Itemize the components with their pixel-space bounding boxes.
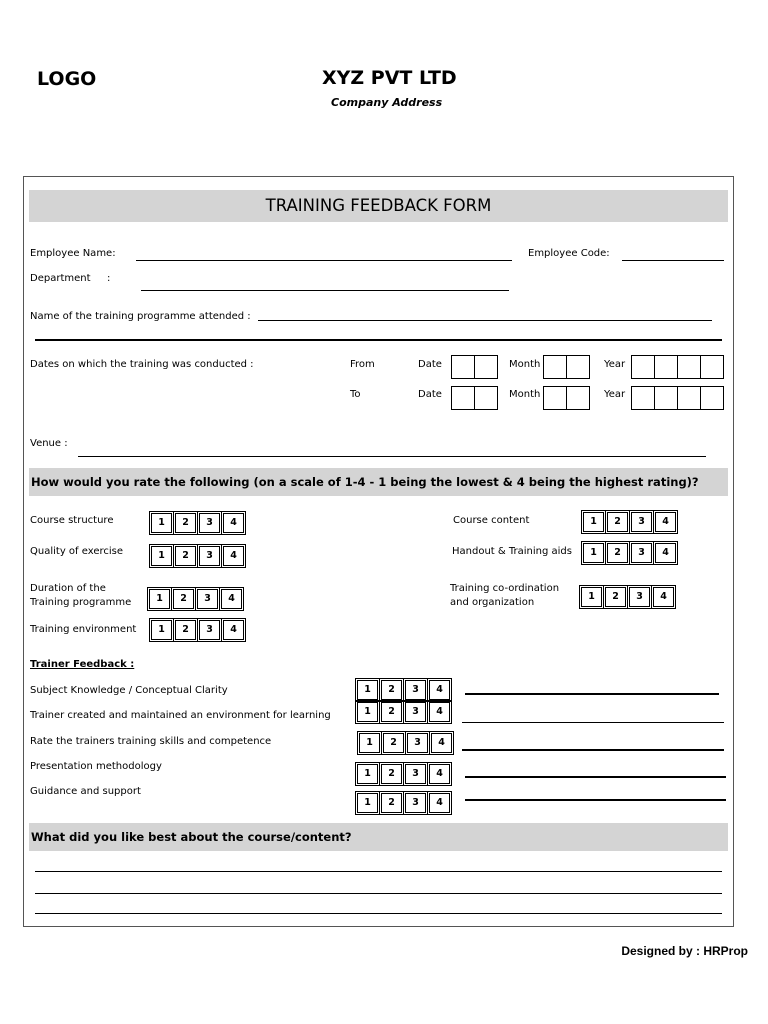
rating-option-4[interactable]: 4 [221,589,242,609]
rating-option-1[interactable]: 1 [583,512,604,532]
rating-option-1[interactable]: 1 [357,764,378,784]
trainer-label-guidance: Guidance and support [30,786,141,797]
dates-label: Dates on which the training was conducted : [30,359,254,370]
department-colon: : [107,273,111,284]
rating-handout[interactable] [583,543,679,563]
rating-duration[interactable] [149,589,245,609]
rating-option-2[interactable]: 2 [607,512,628,532]
trainer-label-subject-knowledge: Subject Knowledge / Conceptual Clarity [30,685,228,696]
rating-quality-of-exercise[interactable] [151,546,247,566]
rating-option-2[interactable]: 2 [175,546,196,566]
rating-option-1[interactable]: 1 [357,702,378,722]
rating-question: How would you rate the following (on a scale of 1-4 - 1 being the lowest & 4 being the highest rating)? [29,468,728,496]
rating-course-structure[interactable] [151,513,247,533]
liked-best-answer-line-3[interactable] [35,913,722,914]
from-year-box-2[interactable] [654,355,678,379]
rating-label-quality-of-exercise: Quality of exercise [30,546,123,557]
rating-environment[interactable] [151,620,247,640]
rating-option-2[interactable]: 2 [381,764,402,784]
to-year-box-3[interactable] [677,386,701,410]
trainer-comment-environment[interactable] [462,722,724,723]
trainer-feedback-heading: Trainer Feedback : [30,659,135,670]
rating-label-coordination [450,582,559,610]
rating-option-2[interactable]: 2 [381,680,402,700]
rating-option-4[interactable]: 4 [223,620,244,640]
trainer-comment-presentation[interactable] [465,776,726,778]
rating-option-4[interactable]: 4 [429,702,450,722]
from-label: From [350,359,375,370]
rating-option-4[interactable]: 4 [431,733,452,753]
to-date-label: Date [418,389,442,400]
rating-label-environment: Training environment [30,624,137,635]
to-year-label: Year [604,389,626,400]
programme-field[interactable] [258,320,712,321]
to-label: To [350,389,361,400]
from-year-label: Year [604,359,626,370]
programme-label: Name of the training programme attended : [30,311,251,322]
rating-option-3[interactable]: 3 [405,764,426,784]
rating-option-3[interactable]: 3 [199,620,220,640]
trainer-comment-subject-knowledge[interactable] [465,693,719,695]
rating-option-1[interactable]: 1 [581,587,602,607]
rating-label-duration [30,582,131,610]
trainer-comment-guidance[interactable] [465,799,726,801]
rating-label-course-content: Course content [453,515,530,526]
rating-coordination[interactable] [581,587,677,607]
trainer-label-environment: Trainer created and maintained an environment for learning [30,710,331,721]
department-label: Department [30,273,91,284]
rating-option-1[interactable]: 1 [151,513,172,533]
to-year-box-1[interactable] [631,386,655,410]
trainer-rating-skills[interactable] [359,733,455,753]
rating-option-2[interactable]: 2 [175,620,196,640]
programme-field-line-2[interactable] [35,339,722,341]
rating-option-4[interactable]: 4 [655,543,676,563]
form-title: TRAINING FEEDBACK FORM [29,190,728,222]
rating-option-4[interactable]: 4 [429,793,450,813]
company-logo: LOGO [37,68,97,90]
rating-label-duration-line-1: Duration of the [30,583,106,594]
rating-option-2[interactable]: 2 [175,513,196,533]
rating-option-1[interactable]: 1 [149,589,170,609]
from-year-box-3[interactable] [677,355,701,379]
employee-code-label: Employee Code: [528,248,610,259]
liked-best-question: What did you like best about the course/content? [29,823,728,851]
rating-label-coordination-line-1: Training co-ordination [450,583,560,594]
designed-by: Designed by : HRProp [621,944,748,958]
venue-label: Venue : [30,438,68,449]
trainer-rating-presentation[interactable] [357,764,453,784]
department-field[interactable] [141,290,509,291]
rating-option-4[interactable]: 4 [655,512,676,532]
to-month-label: Month [509,389,541,400]
from-year-box-4[interactable] [700,355,724,379]
rating-option-3[interactable]: 3 [631,512,652,532]
to-month-box-1[interactable] [543,386,567,410]
rating-option-4[interactable]: 4 [429,680,450,700]
rating-option-1[interactable]: 1 [151,620,172,640]
rating-label-course-structure: Course structure [30,515,114,526]
rating-option-3[interactable]: 3 [199,513,220,533]
company-address: Company Address [331,96,443,109]
liked-best-answer-line-2[interactable] [35,893,722,894]
rating-option-2[interactable]: 2 [381,702,402,722]
liked-best-answer-line-1[interactable] [35,871,722,872]
rating-option-3[interactable]: 3 [197,589,218,609]
trainer-rating-subject-knowledge[interactable] [357,680,453,700]
employee-code-field[interactable] [622,260,724,261]
trainer-label-skills: Rate the trainers training skills and competence [30,736,272,747]
trainer-rating-guidance[interactable] [357,793,453,813]
company-name: XYZ PVT LTD [322,67,457,89]
from-month-box-2[interactable] [566,355,590,379]
rating-option-2[interactable]: 2 [173,589,194,609]
to-year-box-4[interactable] [700,386,724,410]
rating-option-4[interactable]: 4 [223,546,244,566]
trainer-comment-skills[interactable] [462,749,724,751]
trainer-rating-environment[interactable] [357,702,453,722]
rating-option-4[interactable]: 4 [223,513,244,533]
rating-label-coordination-line-2: and organization [450,597,535,608]
from-month-box-1[interactable] [543,355,567,379]
employee-name-label: Employee Name: [30,248,116,259]
rating-option-2[interactable]: 2 [607,543,628,563]
from-date-box-2[interactable] [474,355,498,379]
from-year-box-1[interactable] [631,355,655,379]
venue-field[interactable] [78,456,706,457]
rating-option-2[interactable]: 2 [605,587,626,607]
rating-option-1[interactable]: 1 [357,793,378,813]
from-date-box-1[interactable] [451,355,475,379]
rating-option-1[interactable]: 1 [151,546,172,566]
rating-option-2[interactable]: 2 [381,793,402,813]
rating-option-1[interactable]: 1 [357,680,378,700]
rating-option-3[interactable]: 3 [199,546,220,566]
employee-name-field[interactable] [136,260,512,261]
rating-option-1[interactable]: 1 [583,543,604,563]
to-date-box-2[interactable] [474,386,498,410]
rating-option-3[interactable]: 3 [631,543,652,563]
from-month-label: Month [509,359,541,370]
rating-option-2[interactable]: 2 [383,733,404,753]
rating-option-3[interactable]: 3 [405,680,426,700]
rating-option-3[interactable]: 3 [405,702,426,722]
from-date-label: Date [418,359,442,370]
rating-label-handout: Handout & Training aids [452,546,572,557]
rating-course-content[interactable] [583,512,679,532]
to-year-box-2[interactable] [654,386,678,410]
rating-option-1[interactable]: 1 [359,733,380,753]
to-month-box-2[interactable] [566,386,590,410]
rating-option-4[interactable]: 4 [653,587,674,607]
rating-label-duration-line-2: Training programme [30,597,132,608]
rating-option-3[interactable]: 3 [629,587,650,607]
trainer-label-presentation: Presentation methodology [30,761,162,772]
rating-option-3[interactable]: 3 [407,733,428,753]
rating-option-3[interactable]: 3 [405,793,426,813]
rating-option-4[interactable]: 4 [429,764,450,784]
to-date-box-1[interactable] [451,386,475,410]
